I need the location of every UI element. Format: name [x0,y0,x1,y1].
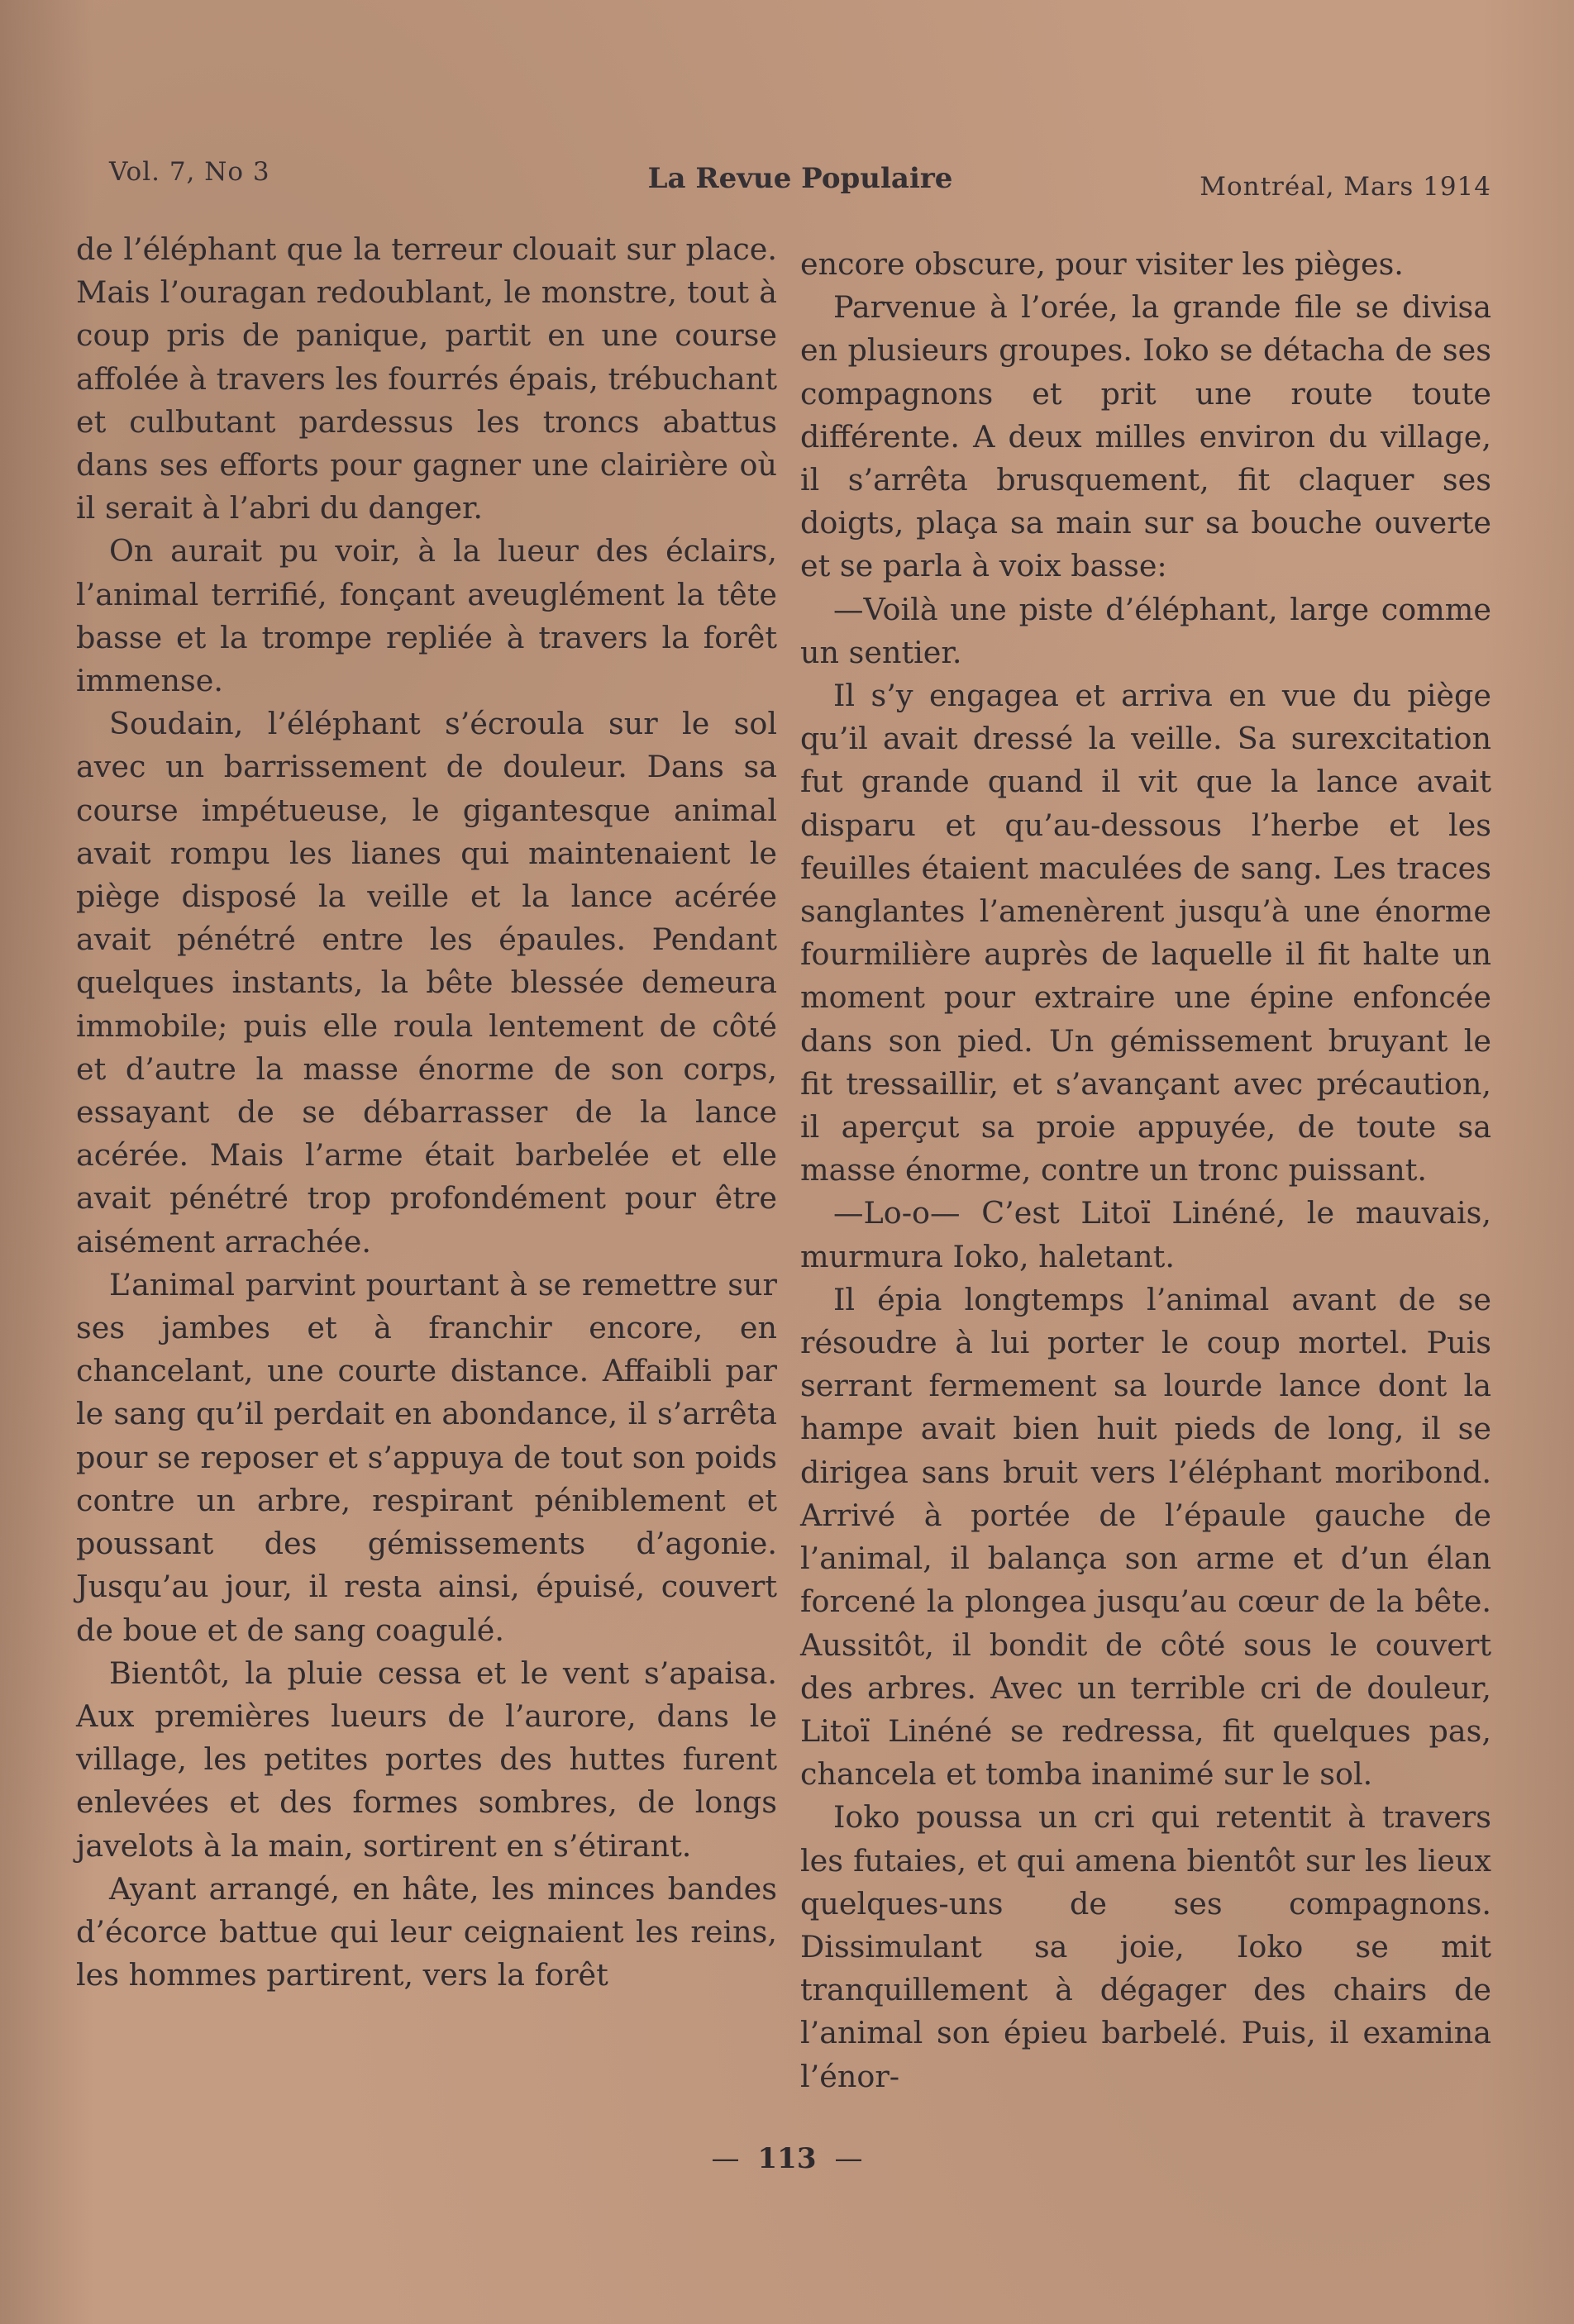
footer-dash-left: — [711,2142,740,2175]
running-header [109,154,1491,203]
publication-title: La Revue Populaire [647,162,953,195]
paragraph: Ayant arrangé, en hâte, les minces bandes d’écorce battue qui leur ceignaient les reins, les hommes partirent, vers la forêt [76,1870,777,1993]
right-text-column [800,243,1491,2098]
paragraph: encore obscure, pour visiter les pièges. [800,246,1404,282]
paragraph: Bientôt, la pluie cessa et le vent s’apaisa. Aux premières lueurs de l’aurore, dans le village, les petites portes des huttes furent enlevées et des formes sombres, de longs javelots à la main, sortirent en s’étirant. [76,1655,777,1864]
paragraph: Parvenue à l’orée, la grande file se divisa en plusieurs groupes. Ioko se détacha de ses compagnons et prit une route toute différente. A deux milles environ du village, il s’arrêta brusquement, fit claquer ses doigts, plaça sa main sur sa bouche ouverte et se parla à voix basse: [800,289,1491,584]
paragraph: Soudain, l’éléphant s’écroula sur le sol avec un barrissement de douleur. Dans sa course impétueuse, le gigantesque animal avait rompu les lianes qui maintenaient le piège disposé la veille et la lance acérée avait pénétré entre les épaules. Pendant quelques instants, la bête blessée demeura immobile; puis elle roula lentement de côté et d’autre la masse énorme de son corps, essayant de se débarrasser de la lance acérée. Mais l’arme était barbelée et elle avait pénétré trop profondément pour être aisément arrachée. [76,706,777,1260]
page-footer [0,2142,1574,2175]
volume-number: Vol. 7, No 3 [109,157,270,187]
paragraph: —Voilà une piste d’éléphant, large comme un sentier. [800,591,1491,670]
paragraph: —Lo-o— C’est Litoï Linéné, le mauvais, murmura Ioko, haletant. [800,1195,1491,1274]
footer-dash-right: — [834,2142,863,2175]
paragraph: Il s’y engagea et arriva en vue du piège qu’il avait dressé la veille. Sa surexcitation fut grande quand il vit que la lance avait disparu et qu’au-dessous l’herbe et les feuilles étaient maculées de sang. Les traces sanglantes l’amenèrent jusqu’à une énorme fourmilière auprès de laquelle il fit halte un moment pour extraire une épine enfoncée dans son pied. Un gémissement bruyant le fit tressaillir, et s’avançant avec précaution, il aperçut sa proie appuyée, de toute sa masse énorme, contre un tronc puissant. [800,678,1491,1188]
place-and-date: Montréal, Mars 1914 [1200,172,1491,202]
paragraph: L’animal parvint pourtant à se remettre sur ses jambes et à franchir encore, en chancelant, une courte distance. Affaibli par le sang qu’il perdait en abondance, il s’arrêta pour se reposer et s’appuya de tout son poids contre un arbre, respirant péniblement et poussant des gémissements d’agonie. Jusqu’au jour, il resta ainsi, épuisé, couvert de boue et de sang coagulé. [76,1266,777,1648]
paragraph: Il épia longtemps l’animal avant de se résoudre à lui porter le coup mortel. Puis serrant fermement sa lourde lance dont la hampe avait bien huit pieds de long, il se dirigea sans bruit vers l’éléphant moribond. Arrivé à portée de l’épaule gauche de l’animal, il balança son arme et d’un élan forcené la plongea jusqu’au cœur de la bête. Aussitôt, il bondit de côté sous le couvert des arbres. Avec un terrible cri de douleur, Litoï Linéné se redressa, fit quelques pas, chancela et tomba inanimé sur le sol. [800,1281,1491,1793]
paragraph: de l’éléphant que la terreur clouait sur place. Mais l’ouragan redoublant, le monstre, tout à coup pris de panique, partit en une course affolée à travers les fourrés épais, trébuchant et culbutant pardessus les troncs abattus dans ses efforts pour gagner une clairière où il serait à l’abri du danger. [76,231,777,526]
paragraph: Ioko poussa un cri qui retentit à travers les futaies, et qui amena bientôt sur les lieux quelques-uns de ses compagnons. Dissimulant sa joie, Ioko se mit tranquillement à dégager des chairs de l’animal son épieu barbelé. Puis, il examina l’énor- [800,1799,1491,2094]
left-text-column [76,228,777,1997]
paragraph: On aurait pu voir, à la lueur des éclairs, l’animal terrifié, fonçant aveuglément la tête basse et la trompe repliée à travers la forêt immense. [76,533,777,699]
page-number: 113 [757,2142,817,2175]
